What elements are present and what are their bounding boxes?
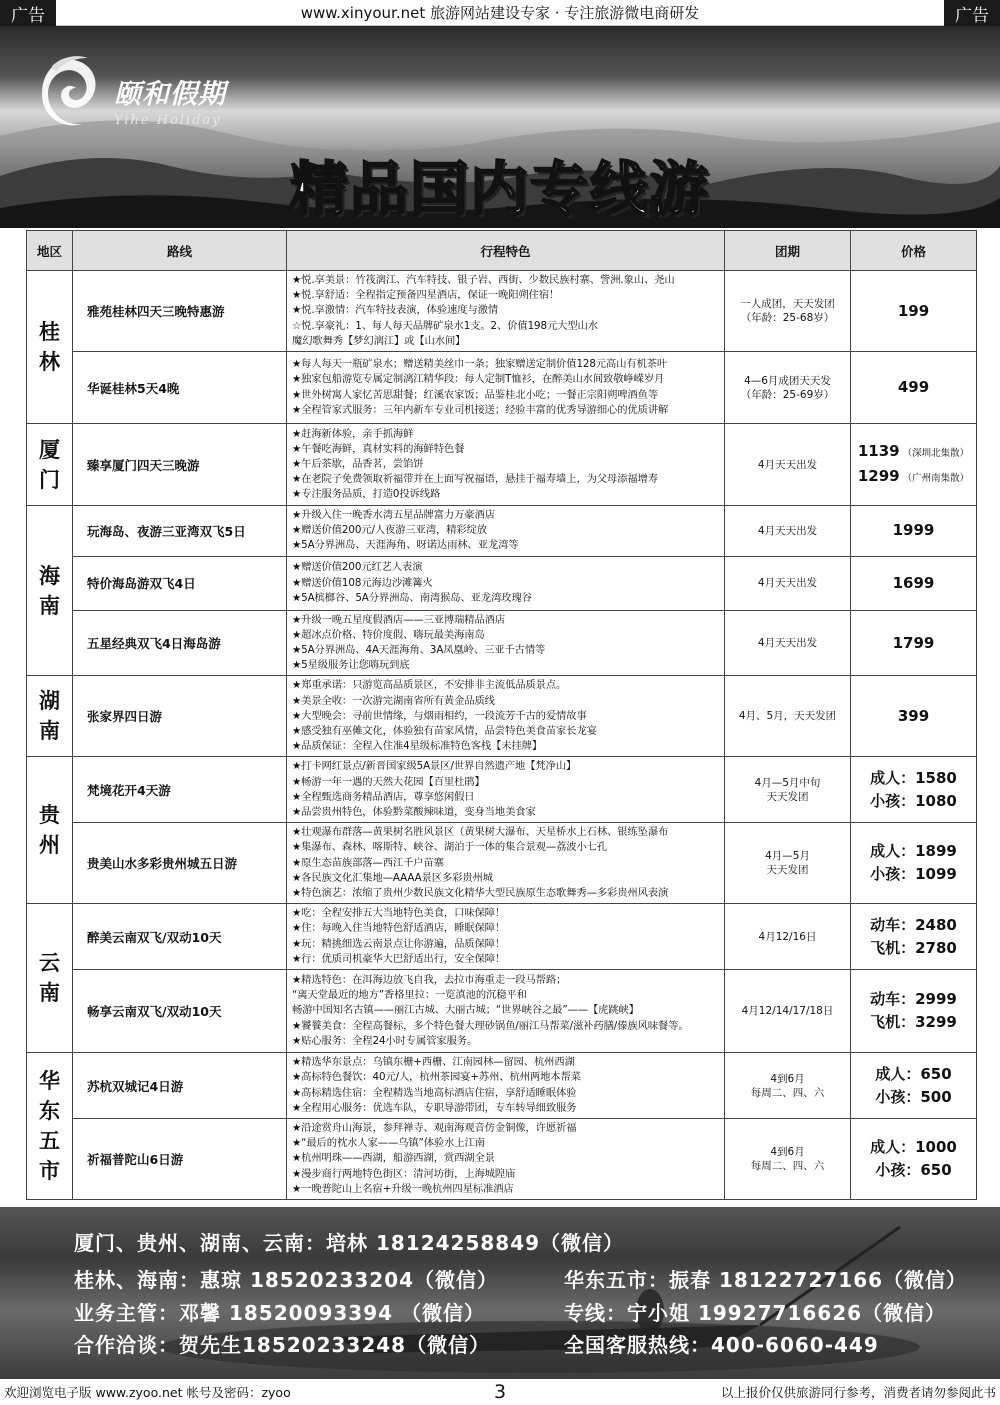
contact-line-3b: 专线：宁小姐 19927716626（微信） <box>564 1301 947 1325</box>
price-line <box>855 440 972 465</box>
price-value: 成人：1899 <box>870 842 957 861</box>
tour-schedule: 4到6月 每周二、四、六 <box>725 1053 851 1119</box>
tour-schedule: 4月天天出发 <box>725 556 851 610</box>
price-line <box>855 519 972 542</box>
price-cell <box>851 823 977 904</box>
price-value: 小孩：650 <box>875 1160 952 1179</box>
price-line <box>855 937 972 960</box>
header-region: 地区 <box>27 231 73 271</box>
table-row <box>27 610 977 676</box>
page-footer <box>0 1379 1000 1405</box>
price-line <box>855 1086 972 1109</box>
region-cell: 海 南 <box>27 506 73 676</box>
route-features: ★吃：全程安排五大当地特色美食，口味保障！ ★住：每晚入住当地特色舒适酒店，睡眠保障！ ★玩：精挑细选云南景点让你游遍，品质保障！ ★行：优质司机豪华大巴舒适出行，安全保障！ <box>287 904 725 970</box>
route-features: ★精选特色：在洱海边放飞自我，去拉市海重走一段马帮路； “离天堂最近的地方”香格里拉：一览滇池的沉稳平和 畅游中国知名古镇——丽江古城、大丽古城；“世界峡谷之最”——【虎跳峡】 ★饕餮美食：全程高餐标，多个特色餐大理砂锅鱼/丽江马帮菜/滋补药膳/傣族风味餐等。 ★贴心服务：全程24小时专属管家服务。 <box>287 970 725 1053</box>
contact-line-4a: 合作洽谈：贺先生18520233248（微信） <box>74 1333 491 1357</box>
price-line <box>855 790 972 813</box>
tour-schedule: 4月天天出发 <box>725 610 851 676</box>
price-line <box>855 572 972 595</box>
price-value: 小孩：1099 <box>870 865 957 884</box>
route-features: ★每人每天一瓶矿泉水；赠送精美丝巾一条；独家赠送定制价值128元高山有机茶叶 ★独家包船游览专属定制漓江精华段：每人定制T恤衫，在醉美山水间致敬峥嵘岁月 ★世外树寓人家忆苦思甜餐；红溪农家饭；品鉴桂北小吃；一餐正宗阳朔啤酒鱼等 ★全程管家式服务：三年内新车专业司机接送；经验丰富的优秀导游细心的优质讲解 <box>287 352 725 424</box>
tour-table <box>26 230 977 1200</box>
price-value: 成人：1580 <box>870 768 957 787</box>
price-cell <box>851 1118 977 1199</box>
table-row <box>27 970 977 1053</box>
route-features: ★打卡网红景点/新晋国家级5A景区/世界自然遗产地【梵净山】 ★畅游一年一遇的天然大花园【百里杜鹃】 ★全程甄选商务精品酒店，尊享悠闲假日 ★品尝贵州特色，体验黔菜酸辣味道，变身当地美食家 <box>287 757 725 823</box>
tour-schedule: 4月—5月中旬 天天发团 <box>725 757 851 823</box>
price-line <box>855 705 972 728</box>
price-line <box>855 376 972 399</box>
price-value: 飞机：3299 <box>870 1013 957 1032</box>
table-header-row <box>27 231 977 271</box>
price-cell <box>851 676 977 757</box>
price-line <box>855 1159 972 1182</box>
price-line <box>855 767 972 790</box>
price-value: 小孩：1080 <box>870 791 957 810</box>
logo-chinese-name: 颐和假期 <box>114 79 226 110</box>
price-value: 499 <box>897 378 930 397</box>
table-row <box>27 757 977 823</box>
route-features: ★壮观瀑布群落—黄果树名胜风景区（黄果树大瀑布、天星桥水上石林、银练坠瀑布 ★集瀑布、森林、喀斯特、峡谷、湖泊于一体的集合景观—荔波小七孔 ★原生态苗族部落—西江千户苗寨 ★各民族文化汇集地—AAAA景区多彩贵州城 ★特色演艺：浓缩了贵州少数民族文化精华大型民族原生态歌舞秀—多彩贵州风表演 <box>287 823 725 904</box>
tour-schedule: 4—6月成团天天发 （年龄：25-69岁） <box>725 352 851 424</box>
table-row <box>27 424 977 506</box>
route-name: 张家界四日游 <box>73 676 287 757</box>
contact-section <box>0 1207 1000 1379</box>
price-line <box>855 914 972 937</box>
table-row <box>27 556 977 610</box>
route-name: 华诞桂林5天4晚 <box>73 352 287 424</box>
price-cell <box>851 904 977 970</box>
price-cell <box>851 506 977 557</box>
price-value: 199 <box>897 301 930 320</box>
route-features: ★精选华东景点：乌镇东栅+西栅、江南园林—留园、杭州西湖 ★高标特色餐饮：40元/人，杭州茶园宴+苏州、杭州两地本帮菜 ★高标精选住宿：全程精选当地高标酒店住宿，享舒适睡眠体验 ★全程用心服务：优选车队，专职导游带团，专车转导细致服务 <box>287 1053 725 1119</box>
route-features: ★郑重承诺：只游览高品质景区，不安排非主流低品质景点。 ★美景全收：一次游完湖南省所有黄金品质线 ★大型晚会：寻前世情缘，与烟雨相约，一段流芳千古的爱情故事 ★感受独有巫傩文化，体验独有苗家风情，品尝特色美食苗家长龙宴 ★品质保证：全程入住准4星级标准特色客栈【未挂牌】 <box>287 676 725 757</box>
price-note: （广州南集散） <box>902 472 970 484</box>
route-name: 醉美云南双飞/双动10天 <box>73 904 287 970</box>
route-name: 雅苑桂林四天三晚特惠游 <box>73 271 287 352</box>
footer-left-text: 欢迎浏览电子版 www.zyoo.net 帐号及密码：zyoo <box>4 1385 291 1400</box>
tour-schedule: 4月天天出发 <box>725 424 851 506</box>
table-row <box>27 1118 977 1199</box>
price-line <box>855 840 972 863</box>
price-cell <box>851 556 977 610</box>
price-cell <box>851 424 977 506</box>
ad-badge-left: 广告 <box>0 0 56 26</box>
price-cell <box>851 1053 977 1119</box>
brand-logo <box>38 54 226 132</box>
price-cell <box>851 610 977 676</box>
price-value: 小孩：500 <box>875 1087 952 1106</box>
price-line <box>855 1063 972 1086</box>
region-cell: 湖 南 <box>27 676 73 757</box>
route-features: ★悦.享美景：竹筏漓江、汽车特技、银子岩、西街、少数民族村寨、訾洲.象山、尧山 ★悦.享舒适：全程指定预备四星酒店，保证一晚阳朔住宿！ ★悦.享激情：汽车特技表演，体验速度与激情 ☆悦.享豪礼：1、每人每天品牌矿泉水1支。2、价值198元大型山水 魔幻歌舞秀【梦幻漓江】或【山水间】 <box>287 271 725 352</box>
price-value: 成人：1000 <box>870 1137 957 1156</box>
region-cell: 云 南 <box>27 904 73 1053</box>
price-line <box>855 465 972 490</box>
price-cell <box>851 352 977 424</box>
table-row <box>27 904 977 970</box>
route-name: 玩海岛、夜游三亚湾双飞5日 <box>73 506 287 557</box>
route-features: ★赠送价值200元红艺人表演 ★赠送价值108元海边沙滩篝火 ★5A槟榔谷、5A分界洲岛、南湾猴岛、亚龙湾玫瑰谷 <box>287 556 725 610</box>
route-features: ★升级一晚五星度假酒店——三亚博瑞精品酒店 ★超冰点价格、特价度假、嗨玩最美海南岛 ★5A分界洲岛、4A天涯海角、3A凤凰岭、三亚千古情等 ★5星级服务让您嗨玩到底 <box>287 610 725 676</box>
tour-schedule: 4月12/14/17/18日 <box>725 970 851 1053</box>
price-line <box>855 863 972 886</box>
price-value: 飞机：2780 <box>870 938 957 957</box>
ad-badge-right: 广告 <box>944 0 1000 26</box>
swirl-logo-icon <box>38 54 108 132</box>
price-value: 成人：650 <box>875 1064 952 1083</box>
region-cell: 厦 门 <box>27 424 73 506</box>
price-note: （深圳北集散） <box>902 447 970 459</box>
contact-line-2b: 华东五市：振春 18122727166（微信） <box>564 1268 968 1292</box>
route-name: 五星经典双飞4日海岛游 <box>73 610 287 676</box>
price-cell <box>851 271 977 352</box>
tour-schedule: 4月天天出发 <box>725 506 851 557</box>
table-row <box>27 352 977 424</box>
region-cell: 贵 州 <box>27 757 73 904</box>
route-features: ★沿途赏舟山海景，参拜禅寺、观南海观音仿金铜像，许愿祈福 ★“最后的枕水人家——乌镇”体验水上江南 ★杭州明珠——西湖，船游西湖，赏西湖全景 ★漫步商行两地特色街区：清河坊街，上海城隍庙 ★一晚普陀山上名宿+升级一晚杭州四星标准酒店 <box>287 1118 725 1199</box>
price-value: 动车：2480 <box>870 915 957 934</box>
route-name: 特价海岛游双飞4日 <box>73 556 287 610</box>
region-cell: 桂 林 <box>27 271 73 424</box>
tour-schedule: 4月—5月 天天发团 <box>725 823 851 904</box>
table-row <box>27 1053 977 1119</box>
header-features: 行程特色 <box>287 231 725 271</box>
price-cell <box>851 970 977 1053</box>
tour-schedule: 一人成团，天天发团 （年龄：25-68岁） <box>725 271 851 352</box>
logo-english-name: Yihe Holiday <box>114 113 222 128</box>
price-line <box>855 1011 972 1034</box>
price-line <box>855 300 972 323</box>
header-route: 路线 <box>73 231 287 271</box>
price-value: 1299 <box>857 466 900 485</box>
top-bar <box>0 0 1000 26</box>
price-value: 1139 <box>857 441 900 460</box>
price-value: 1699 <box>892 573 935 592</box>
contact-line-2a: 桂林、海南：惠琼 18520233204（微信） <box>74 1268 499 1292</box>
route-name: 畅享云南双飞/双动10天 <box>73 970 287 1053</box>
contact-line-4b: 全国客服热线：400-6060-449 <box>564 1333 879 1357</box>
contact-line-1: 厦门、贵州、湖南、云南：培林 18124258849（微信） <box>74 1231 625 1255</box>
footer-right-text: 以上报价仅供旅游同行参考，消费者请勿参阅此书 <box>720 1385 996 1400</box>
route-name: 苏杭双城记4日游 <box>73 1053 287 1119</box>
tour-schedule: 4月12/16日 <box>725 904 851 970</box>
table-row <box>27 506 977 557</box>
header-banner <box>0 26 1000 228</box>
route-name: 祈福普陀山6日游 <box>73 1118 287 1199</box>
table-row <box>27 271 977 352</box>
price-line <box>855 632 972 655</box>
top-bar-text: www.xinyour.net 旅游网站建设专家 · 专注旅游微电商研发 <box>300 4 700 22</box>
table-row <box>27 823 977 904</box>
page-title: 精品国内专线游 <box>289 155 710 223</box>
price-cell <box>851 757 977 823</box>
tour-schedule: 4月、5月，天天发团 <box>725 676 851 757</box>
price-value: 动车：2999 <box>870 990 957 1009</box>
price-line <box>855 1136 972 1159</box>
region-cell: 华 东 五 市 <box>27 1053 73 1200</box>
table-row <box>27 676 977 757</box>
route-features: ★赶海新体验，亲手抓海鲜 ★午餐吃海鲜，真材实料的海鲜特色餐 ★午后茶歇，品香茗，尝馅饼 ★在老院子免费领取祈福带并在上面写祝福语，悬挂于福寿墙上，为父母添福增寿 ★专注服务品质，打造0投诉线路 <box>287 424 725 506</box>
price-value: 1999 <box>892 521 935 540</box>
tour-schedule: 4到6月 每周二、四、六 <box>725 1118 851 1199</box>
price-value: 1799 <box>892 633 935 652</box>
header-price: 价格 <box>851 231 977 271</box>
price-value: 399 <box>897 706 930 725</box>
route-name: 臻享厦门四天三晚游 <box>73 424 287 506</box>
header-schedule: 团期 <box>725 231 851 271</box>
route-features: ★升级入住一晚香水湾五星品牌富力万豪酒店 ★赠送价值200元/人夜游三亚湾，精彩绽放 ★5A分界洲岛、天涯海角、呀诺达雨林、亚龙湾等 <box>287 506 725 557</box>
contact-line-3a: 业务主管：邓馨 18520093394 （微信） <box>74 1301 486 1325</box>
page-number: 3 <box>494 1381 507 1403</box>
route-name: 贵美山水多彩贵州城五日游 <box>73 823 287 904</box>
route-name: 梵境花开4天游 <box>73 757 287 823</box>
price-line <box>855 988 972 1011</box>
